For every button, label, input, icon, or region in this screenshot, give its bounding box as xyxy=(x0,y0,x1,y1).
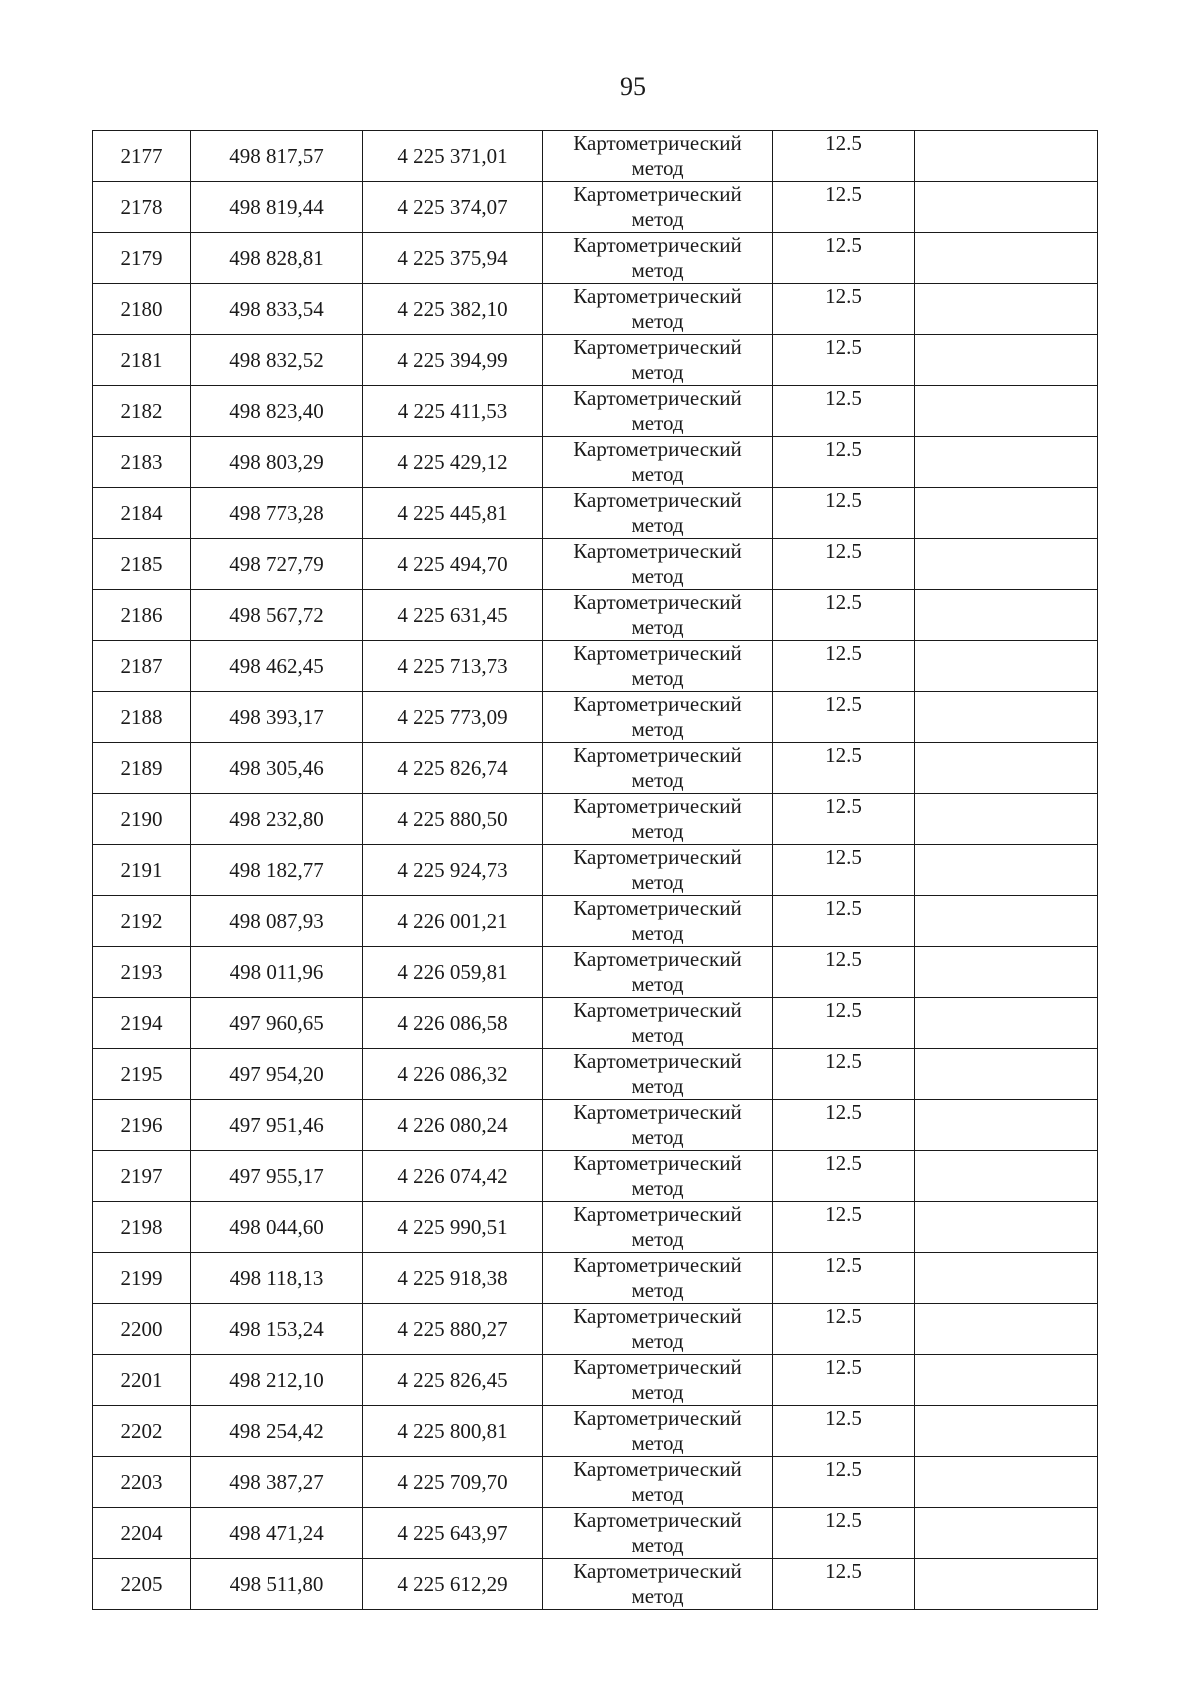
table-row xyxy=(93,1151,1098,1202)
coordinate-x-cell: 498 727,79 xyxy=(191,539,363,590)
method-cell xyxy=(543,437,773,488)
coordinate-x-cell: 498 232,80 xyxy=(191,794,363,845)
method-line-2: метод xyxy=(631,1380,684,1404)
accuracy-cell: 12.5 xyxy=(773,1151,915,1202)
accuracy-cell: 12.5 xyxy=(773,1049,915,1100)
method-line-1: Картометрический xyxy=(573,437,742,461)
coordinate-y-cell: 4 225 880,50 xyxy=(363,794,543,845)
method-line-2: метод xyxy=(631,462,684,486)
coordinate-x-cell: 498 823,40 xyxy=(191,386,363,437)
point-number-cell: 2203 xyxy=(93,1457,191,1508)
point-number-cell: 2189 xyxy=(93,743,191,794)
method-cell xyxy=(543,1151,773,1202)
coordinate-y-cell: 4 225 773,09 xyxy=(363,692,543,743)
coordinates-table xyxy=(92,130,1098,1610)
coordinate-x-cell: 498 833,54 xyxy=(191,284,363,335)
coordinate-x-cell: 497 954,20 xyxy=(191,1049,363,1100)
empty-cell xyxy=(915,386,1098,437)
coordinate-y-cell: 4 225 371,01 xyxy=(363,131,543,182)
method-line-1: Картометрический xyxy=(573,998,742,1022)
empty-cell xyxy=(915,1508,1098,1559)
coordinate-y-cell: 4 225 713,73 xyxy=(363,641,543,692)
coordinate-x-cell: 498 044,60 xyxy=(191,1202,363,1253)
method-line-1: Картометрический xyxy=(573,1253,742,1277)
method-cell xyxy=(543,233,773,284)
method-cell xyxy=(543,1508,773,1559)
method-line-1: Картометрический xyxy=(573,1049,742,1073)
accuracy-cell: 12.5 xyxy=(773,488,915,539)
empty-cell xyxy=(915,437,1098,488)
coordinate-y-cell: 4 225 375,94 xyxy=(363,233,543,284)
table-row xyxy=(93,335,1098,386)
coordinate-x-cell: 498 182,77 xyxy=(191,845,363,896)
accuracy-cell: 12.5 xyxy=(773,1457,915,1508)
method-line-2: метод xyxy=(631,1533,684,1557)
empty-cell xyxy=(915,539,1098,590)
accuracy-cell: 12.5 xyxy=(773,284,915,335)
table-row xyxy=(93,1559,1098,1610)
coordinate-x-cell: 497 955,17 xyxy=(191,1151,363,1202)
point-number-cell: 2204 xyxy=(93,1508,191,1559)
accuracy-cell: 12.5 xyxy=(773,641,915,692)
table-row xyxy=(93,1355,1098,1406)
method-line-1: Картометрический xyxy=(573,539,742,563)
method-line-2: метод xyxy=(631,717,684,741)
point-number-cell: 2201 xyxy=(93,1355,191,1406)
method-line-2: метод xyxy=(631,615,684,639)
point-number-cell: 2186 xyxy=(93,590,191,641)
coordinate-x-cell: 498 393,17 xyxy=(191,692,363,743)
method-line-2: метод xyxy=(631,513,684,537)
point-number-cell: 2185 xyxy=(93,539,191,590)
table-row xyxy=(93,1457,1098,1508)
page-number: 95 xyxy=(620,72,646,101)
method-line-1: Картометрический xyxy=(573,386,742,410)
empty-cell xyxy=(915,1406,1098,1457)
table-row xyxy=(93,743,1098,794)
point-number-cell: 2190 xyxy=(93,794,191,845)
coordinate-x-cell: 498 828,81 xyxy=(191,233,363,284)
accuracy-cell: 12.5 xyxy=(773,794,915,845)
method-cell xyxy=(543,845,773,896)
point-number-cell: 2199 xyxy=(93,1253,191,1304)
table-row xyxy=(93,590,1098,641)
method-line-1: Картометрический xyxy=(573,947,742,971)
accuracy-cell: 12.5 xyxy=(773,1406,915,1457)
point-number-cell: 2183 xyxy=(93,437,191,488)
point-number-cell: 2187 xyxy=(93,641,191,692)
accuracy-cell: 12.5 xyxy=(773,1202,915,1253)
method-line-2: метод xyxy=(631,156,684,180)
method-cell xyxy=(543,335,773,386)
coordinate-y-cell: 4 226 086,32 xyxy=(363,1049,543,1100)
coordinate-y-cell: 4 225 880,27 xyxy=(363,1304,543,1355)
accuracy-cell: 12.5 xyxy=(773,743,915,794)
accuracy-cell: 12.5 xyxy=(773,896,915,947)
method-line-1: Картометрический xyxy=(573,590,742,614)
accuracy-cell: 12.5 xyxy=(773,386,915,437)
accuracy-cell: 12.5 xyxy=(773,692,915,743)
method-line-1: Картометрический xyxy=(573,284,742,308)
point-number-cell: 2194 xyxy=(93,998,191,1049)
method-line-2: метод xyxy=(631,972,684,996)
empty-cell xyxy=(915,1151,1098,1202)
accuracy-cell: 12.5 xyxy=(773,1253,915,1304)
table-row xyxy=(93,131,1098,182)
coordinate-x-cell: 498 305,46 xyxy=(191,743,363,794)
point-number-cell: 2192 xyxy=(93,896,191,947)
coordinate-x-cell: 498 011,96 xyxy=(191,947,363,998)
coordinate-y-cell: 4 225 709,70 xyxy=(363,1457,543,1508)
method-cell xyxy=(543,1202,773,1253)
accuracy-cell: 12.5 xyxy=(773,1304,915,1355)
table-row xyxy=(93,386,1098,437)
table-row xyxy=(93,1253,1098,1304)
point-number-cell: 2193 xyxy=(93,947,191,998)
accuracy-cell: 12.5 xyxy=(773,1100,915,1151)
table-row xyxy=(93,233,1098,284)
accuracy-cell: 12.5 xyxy=(773,335,915,386)
method-line-1: Картометрический xyxy=(573,896,742,920)
accuracy-cell: 12.5 xyxy=(773,131,915,182)
method-line-1: Картометрический xyxy=(573,1355,742,1379)
coordinate-x-cell: 498 153,24 xyxy=(191,1304,363,1355)
coordinate-x-cell: 498 471,24 xyxy=(191,1508,363,1559)
method-line-1: Картометрический xyxy=(573,845,742,869)
method-cell xyxy=(543,1100,773,1151)
empty-cell xyxy=(915,233,1098,284)
coordinate-x-cell: 498 511,80 xyxy=(191,1559,363,1610)
point-number-cell: 2178 xyxy=(93,182,191,233)
table-row xyxy=(93,896,1098,947)
coordinate-y-cell: 4 225 826,45 xyxy=(363,1355,543,1406)
empty-cell xyxy=(915,998,1098,1049)
coordinates-table-body xyxy=(93,131,1098,1610)
method-line-1: Картометрический xyxy=(573,743,742,767)
coordinate-y-cell: 4 225 631,45 xyxy=(363,590,543,641)
method-cell xyxy=(543,182,773,233)
table-row xyxy=(93,1406,1098,1457)
method-line-2: метод xyxy=(631,564,684,588)
coordinate-y-cell: 4 225 429,12 xyxy=(363,437,543,488)
method-cell xyxy=(543,641,773,692)
coordinate-x-cell: 498 118,13 xyxy=(191,1253,363,1304)
coordinate-x-cell: 498 567,72 xyxy=(191,590,363,641)
method-cell xyxy=(543,998,773,1049)
table-row xyxy=(93,794,1098,845)
method-cell xyxy=(543,896,773,947)
empty-cell xyxy=(915,947,1098,998)
coordinate-y-cell: 4 225 612,29 xyxy=(363,1559,543,1610)
table-row xyxy=(93,437,1098,488)
coordinate-x-cell: 498 817,57 xyxy=(191,131,363,182)
method-cell xyxy=(543,131,773,182)
coordinate-y-cell: 4 225 374,07 xyxy=(363,182,543,233)
method-line-1: Картометрический xyxy=(573,182,742,206)
table-row xyxy=(93,1049,1098,1100)
empty-cell xyxy=(915,845,1098,896)
method-line-1: Картометрический xyxy=(573,131,742,155)
coordinate-y-cell: 4 226 086,58 xyxy=(363,998,543,1049)
coordinate-x-cell: 498 387,27 xyxy=(191,1457,363,1508)
coordinate-y-cell: 4 225 990,51 xyxy=(363,1202,543,1253)
point-number-cell: 2195 xyxy=(93,1049,191,1100)
method-line-1: Картометрический xyxy=(573,1508,742,1532)
method-line-2: метод xyxy=(631,1125,684,1149)
coordinate-y-cell: 4 225 382,10 xyxy=(363,284,543,335)
table-row xyxy=(93,284,1098,335)
point-number-cell: 2205 xyxy=(93,1559,191,1610)
point-number-cell: 2177 xyxy=(93,131,191,182)
method-line-2: метод xyxy=(631,207,684,231)
method-line-1: Картометрический xyxy=(573,1304,742,1328)
method-cell xyxy=(543,539,773,590)
method-line-2: метод xyxy=(631,1176,684,1200)
table-row xyxy=(93,1304,1098,1355)
point-number-cell: 2179 xyxy=(93,233,191,284)
method-cell xyxy=(543,488,773,539)
method-line-2: метод xyxy=(631,1431,684,1455)
method-cell xyxy=(543,1406,773,1457)
table-row xyxy=(93,1202,1098,1253)
coordinate-x-cell: 498 087,93 xyxy=(191,896,363,947)
point-number-cell: 2198 xyxy=(93,1202,191,1253)
method-line-1: Картометрический xyxy=(573,794,742,818)
empty-cell xyxy=(915,692,1098,743)
method-line-2: метод xyxy=(631,258,684,282)
method-cell xyxy=(543,284,773,335)
empty-cell xyxy=(915,182,1098,233)
accuracy-cell: 12.5 xyxy=(773,1559,915,1610)
coordinate-y-cell: 4 226 074,42 xyxy=(363,1151,543,1202)
method-line-1: Картометрический xyxy=(573,641,742,665)
empty-cell xyxy=(915,131,1098,182)
method-line-2: метод xyxy=(631,1329,684,1353)
method-cell xyxy=(543,947,773,998)
method-line-2: метод xyxy=(631,1482,684,1506)
method-line-2: метод xyxy=(631,819,684,843)
empty-cell xyxy=(915,1049,1098,1100)
coordinate-x-cell: 498 803,29 xyxy=(191,437,363,488)
empty-cell xyxy=(915,1100,1098,1151)
method-line-1: Картометрический xyxy=(573,1100,742,1124)
accuracy-cell: 12.5 xyxy=(773,1355,915,1406)
method-line-2: метод xyxy=(631,768,684,792)
accuracy-cell: 12.5 xyxy=(773,437,915,488)
point-number-cell: 2181 xyxy=(93,335,191,386)
coordinate-y-cell: 4 225 643,97 xyxy=(363,1508,543,1559)
method-line-2: метод xyxy=(631,870,684,894)
point-number-cell: 2191 xyxy=(93,845,191,896)
coordinate-y-cell: 4 225 918,38 xyxy=(363,1253,543,1304)
coordinate-x-cell: 498 212,10 xyxy=(191,1355,363,1406)
table-row xyxy=(93,539,1098,590)
coordinate-x-cell: 498 462,45 xyxy=(191,641,363,692)
accuracy-cell: 12.5 xyxy=(773,539,915,590)
empty-cell xyxy=(915,335,1098,386)
empty-cell xyxy=(915,590,1098,641)
method-line-1: Картометрический xyxy=(573,233,742,257)
empty-cell xyxy=(915,284,1098,335)
point-number-cell: 2202 xyxy=(93,1406,191,1457)
method-line-2: метод xyxy=(631,1584,684,1608)
empty-cell xyxy=(915,1253,1098,1304)
coordinate-y-cell: 4 226 080,24 xyxy=(363,1100,543,1151)
empty-cell xyxy=(915,641,1098,692)
method-line-1: Картометрический xyxy=(573,335,742,359)
method-cell xyxy=(543,1253,773,1304)
coordinate-x-cell: 498 773,28 xyxy=(191,488,363,539)
point-number-cell: 2184 xyxy=(93,488,191,539)
accuracy-cell: 12.5 xyxy=(773,233,915,284)
point-number-cell: 2188 xyxy=(93,692,191,743)
table-row xyxy=(93,947,1098,998)
coordinate-x-cell: 497 951,46 xyxy=(191,1100,363,1151)
method-line-1: Картометрический xyxy=(573,488,742,512)
method-line-2: метод xyxy=(631,921,684,945)
method-cell xyxy=(543,1049,773,1100)
method-line-2: метод xyxy=(631,1278,684,1302)
table-row xyxy=(93,998,1098,1049)
coordinate-y-cell: 4 226 059,81 xyxy=(363,947,543,998)
method-line-2: метод xyxy=(631,1227,684,1251)
method-cell xyxy=(543,1355,773,1406)
method-cell xyxy=(543,1304,773,1355)
method-cell xyxy=(543,590,773,641)
method-line-2: метод xyxy=(631,1074,684,1098)
method-line-1: Картометрический xyxy=(573,692,742,716)
coordinate-y-cell: 4 226 001,21 xyxy=(363,896,543,947)
method-line-1: Картометрический xyxy=(573,1559,742,1583)
method-cell xyxy=(543,743,773,794)
table-row xyxy=(93,488,1098,539)
empty-cell xyxy=(915,1202,1098,1253)
point-number-cell: 2196 xyxy=(93,1100,191,1151)
table-row xyxy=(93,641,1098,692)
method-line-1: Картометрический xyxy=(573,1202,742,1226)
method-line-1: Картометрический xyxy=(573,1151,742,1175)
accuracy-cell: 12.5 xyxy=(773,845,915,896)
table-row xyxy=(93,1508,1098,1559)
accuracy-cell: 12.5 xyxy=(773,998,915,1049)
table-row xyxy=(93,845,1098,896)
empty-cell xyxy=(915,488,1098,539)
coordinate-y-cell: 4 225 924,73 xyxy=(363,845,543,896)
table-row xyxy=(93,692,1098,743)
method-line-1: Картометрический xyxy=(573,1406,742,1430)
point-number-cell: 2182 xyxy=(93,386,191,437)
empty-cell xyxy=(915,743,1098,794)
coordinate-x-cell: 497 960,65 xyxy=(191,998,363,1049)
point-number-cell: 2197 xyxy=(93,1151,191,1202)
empty-cell xyxy=(915,794,1098,845)
accuracy-cell: 12.5 xyxy=(773,1508,915,1559)
table-row xyxy=(93,182,1098,233)
coordinate-y-cell: 4 225 494,70 xyxy=(363,539,543,590)
point-number-cell: 2200 xyxy=(93,1304,191,1355)
coordinate-y-cell: 4 225 445,81 xyxy=(363,488,543,539)
coordinate-y-cell: 4 225 800,81 xyxy=(363,1406,543,1457)
table-row xyxy=(93,1100,1098,1151)
coordinate-y-cell: 4 225 411,53 xyxy=(363,386,543,437)
method-line-2: метод xyxy=(631,360,684,384)
coordinate-y-cell: 4 225 826,74 xyxy=(363,743,543,794)
coordinate-x-cell: 498 254,42 xyxy=(191,1406,363,1457)
method-line-2: метод xyxy=(631,666,684,690)
method-cell xyxy=(543,1559,773,1610)
empty-cell xyxy=(915,896,1098,947)
accuracy-cell: 12.5 xyxy=(773,947,915,998)
method-line-2: метод xyxy=(631,1023,684,1047)
coordinate-x-cell: 498 819,44 xyxy=(191,182,363,233)
accuracy-cell: 12.5 xyxy=(773,182,915,233)
method-line-2: метод xyxy=(631,411,684,435)
coordinate-y-cell: 4 225 394,99 xyxy=(363,335,543,386)
method-line-2: метод xyxy=(631,309,684,333)
method-cell xyxy=(543,794,773,845)
coordinate-x-cell: 498 832,52 xyxy=(191,335,363,386)
empty-cell xyxy=(915,1304,1098,1355)
method-line-1: Картометрический xyxy=(573,1457,742,1481)
empty-cell xyxy=(915,1457,1098,1508)
accuracy-cell: 12.5 xyxy=(773,590,915,641)
method-cell xyxy=(543,386,773,437)
method-cell xyxy=(543,1457,773,1508)
point-number-cell: 2180 xyxy=(93,284,191,335)
empty-cell xyxy=(915,1559,1098,1610)
method-cell xyxy=(543,692,773,743)
empty-cell xyxy=(915,1355,1098,1406)
